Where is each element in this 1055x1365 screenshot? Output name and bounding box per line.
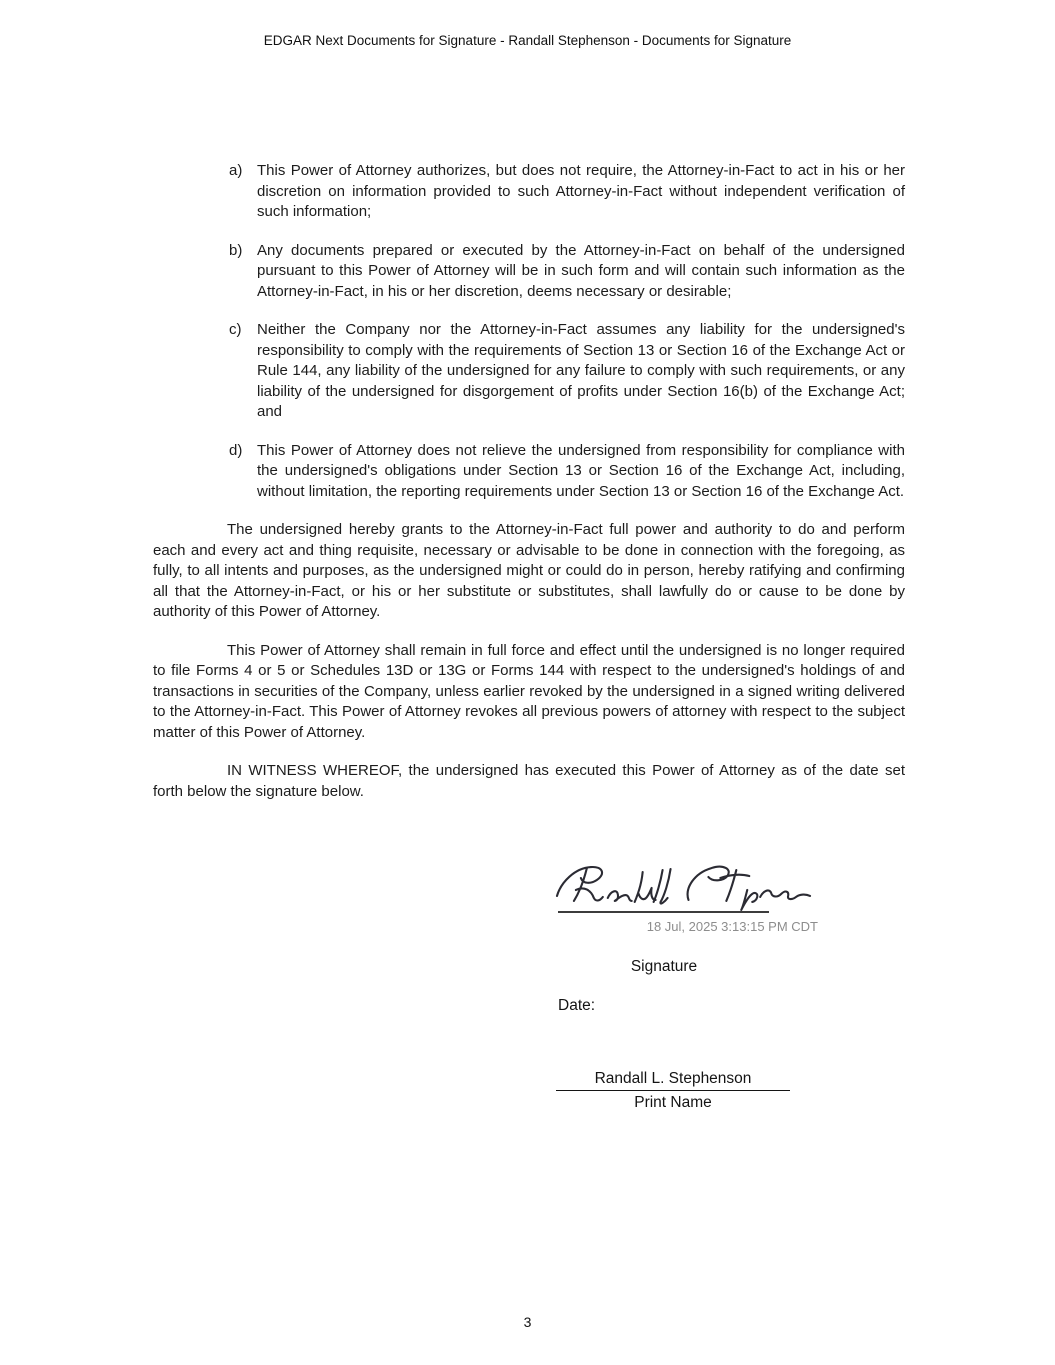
document-header-title: EDGAR Next Documents for Signature - Randall Stephenson - Documents for Signature (263, 33, 792, 48)
signature-field-label: Signature (630, 958, 698, 975)
list-item-text: Any documents prepared or executed by the Attorney-in-Fact on behalf of the undersigned pursuant to this Power of Attorney will be in such form and will contain such information as the Attorney-in-Fact, in his or her discretion, deems necessary or desirable; (257, 241, 905, 300)
list-marker: a) (229, 162, 243, 179)
handwritten-signature-image (551, 860, 815, 912)
document-body (153, 161, 905, 820)
signature-underline (558, 911, 769, 913)
list-item-text: This Power of Attorney does not relieve the undersigned from responsibility for compliance with the undersigned's obligations under Section 13 or Section 16 of the Exchange Act, including, without limitation, the reporting requirements under Section 13 or Section 16 of the Exchange Act. (257, 441, 905, 500)
list-item-c (153, 320, 905, 423)
paragraph-duration-revocation: This Power of Attorney shall remain in full force and effect until the undersigned is no longer required to file Forms 4 or 5 or Schedules 13D or 13G or Forms 144 with respect to the undersigned's holdings of and transactions in securities of the Company, unless earlier revoked by the undersigned in a signed writing delivered to the Attorney-in-Fact. This Power of Attorney revokes all previous powers of attorney with respect to the subject matter of this Power of Attorney. (153, 641, 905, 741)
page-number: 3 (523, 1314, 532, 1330)
list-marker: d) (229, 441, 243, 459)
print-name-block (556, 1070, 790, 1112)
list-item-b (153, 241, 905, 303)
paragraph-grant-of-authority: The undersigned hereby grants to the Attorney-in-Fact full power and authority to do and perform each and every act and thing requisite, necessary or advisable to be done in connection with the foregoing, as fully, to all intents and purposes, as the undersigned might or could do in person, hereby ratifying and confirming all that the Attorney-in-Fact, or his or her substitute or substitutes, shall lawfully do or cause to be done by authority of this Power of Attorney. (153, 521, 905, 620)
signature-timestamp: 18 Jul, 2025 3:13:15 PM CDT (646, 919, 818, 934)
list-item-a (153, 161, 905, 223)
paragraph-in-witness-whereof: IN WITNESS WHEREOF, the undersigned has executed this Power of Attorney as of the date set forth below the signature below. (153, 762, 905, 800)
print-name-value: Randall L. Stephenson (556, 1070, 790, 1091)
list-item-text: Neither the Company nor the Attorney-in-Fact assumes any liability for the undersigned's responsibility to comply with the requirements of Section 13 or Section 16 of the Exchange Act or Rule 144, any liability of the undersigned for any failure to comply with such requirements, or any liability of the undersigned for disgorgement of profits under Section 16(b) of the Exchange Act; and (257, 321, 905, 420)
list-item-text: This Power of Attorney authorizes, but does not require, the Attorney-in-Fact to act in his or her discretion on information provided to such Attorney-in-Fact without independent verification of such information; (257, 162, 905, 220)
list-marker: b) (229, 241, 243, 259)
date-field-label: Date: (558, 997, 596, 1014)
list-item-d (153, 441, 905, 503)
print-name-label: Print Name (634, 1094, 712, 1111)
list-marker: c) (229, 321, 242, 338)
